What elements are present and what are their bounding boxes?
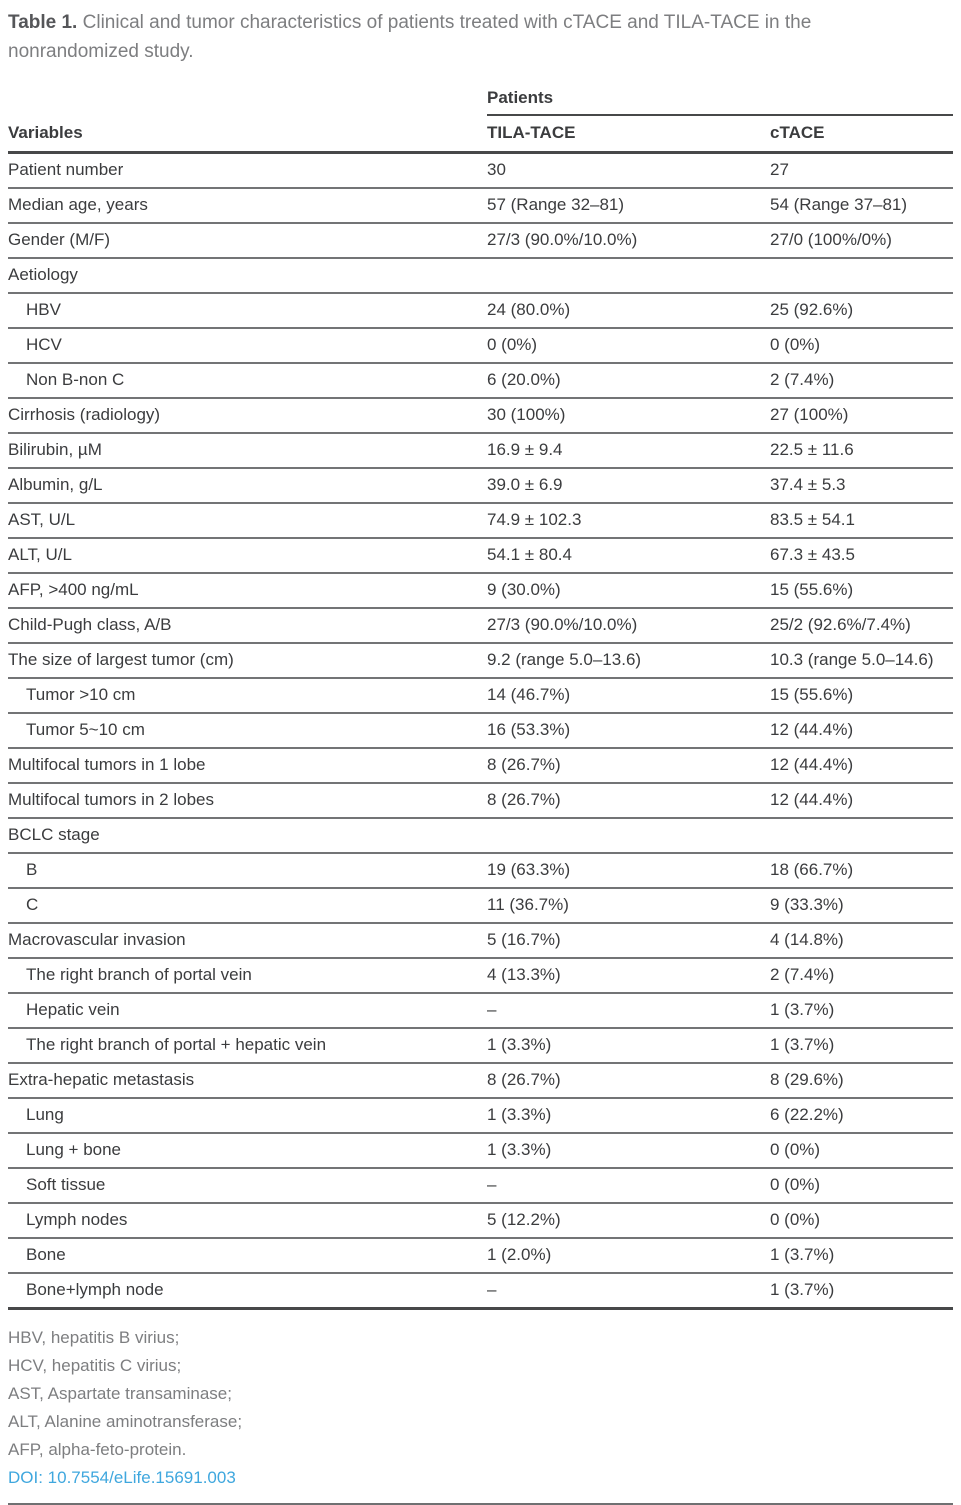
tila-tace-value: 9.2 (range 5.0–13.6) [487,643,770,678]
row-label: Extra-hepatic metastasis [8,1063,487,1098]
footnote-line: AFP, alpha-feto-protein. [8,1440,187,1459]
tila-tace-value: 30 [487,153,770,189]
table-row [8,538,953,573]
ctace-value: 83.5 ± 54.1 [770,503,953,538]
ctace-value [770,258,953,293]
footnote-line: ALT, Alanine aminotransferase; [8,1412,243,1431]
tila-tace-value: 39.0 ± 6.9 [487,468,770,503]
tila-tace-value: 9 (30.0%) [487,573,770,608]
tila-tace-value: 14 (46.7%) [487,678,770,713]
ctace-value: 9 (33.3%) [770,888,953,923]
row-label: Child-Pugh class, A/B [8,608,487,643]
table-row [8,293,953,328]
table-caption-text: Clinical and tumor characteristics of patients treated with cTACE and TILA-TACE in the nonrandomized study. [8,12,812,62]
ctace-value: 2 (7.4%) [770,363,953,398]
ctace-value: 1 (3.7%) [770,993,953,1028]
tila-tace-value: 4 (13.3%) [487,958,770,993]
footnote-line: AST, Aspartate transaminase; [8,1384,232,1403]
table-row [8,223,953,258]
table-row [8,853,953,888]
column-header-tila-tace: TILA-TACE [487,115,770,153]
row-label: Macrovascular invasion [8,923,487,958]
row-label: The size of largest tumor (cm) [8,643,487,678]
row-label: Tumor >10 cm [8,678,487,713]
footnote-line: HBV, hepatitis B virius; [8,1328,180,1347]
table-row [8,1273,953,1309]
row-label: HBV [8,293,487,328]
column-header-ctace: cTACE [770,115,953,153]
row-label: Hepatic vein [8,993,487,1028]
table-row [8,678,953,713]
tila-tace-value [487,258,770,293]
row-label: The right branch of portal vein [8,958,487,993]
column-header-row [8,115,953,153]
row-label: Gender (M/F) [8,223,487,258]
table-row [8,923,953,958]
clinical-characteristics-table [8,78,953,1310]
table-row [8,503,953,538]
group-header-spacer [8,78,487,115]
ctace-value [770,818,953,853]
ctace-value: 12 (44.4%) [770,748,953,783]
table-row [8,783,953,818]
ctace-value: 8 (29.6%) [770,1063,953,1098]
row-label: Lung + bone [8,1133,487,1168]
row-label: Median age, years [8,188,487,223]
tila-tace-value: 57 (Range 32–81) [487,188,770,223]
ctace-value: 1 (3.7%) [770,1238,953,1273]
footnotes [8,1324,953,1464]
ctace-value: 1 (3.7%) [770,1273,953,1309]
ctace-value: 0 (0%) [770,1168,953,1203]
row-label: BCLC stage [8,818,487,853]
tila-tace-value: 1 (2.0%) [487,1238,770,1273]
footnote-line: HCV, hepatitis C virius; [8,1356,182,1375]
table-row [8,888,953,923]
table-row [8,1028,953,1063]
table-row [8,1098,953,1133]
tila-tace-value: 27/3 (90.0%/10.0%) [487,608,770,643]
tila-tace-value: 54.1 ± 80.4 [487,538,770,573]
ctace-value: 25/2 (92.6%/7.4%) [770,608,953,643]
table-row [8,1203,953,1238]
tila-tace-value: 27/3 (90.0%/10.0%) [487,223,770,258]
table-row [8,363,953,398]
ctace-value: 0 (0%) [770,1203,953,1238]
row-label: HCV [8,328,487,363]
table-row [8,958,953,993]
ctace-value: 12 (44.4%) [770,713,953,748]
tila-tace-value: – [487,993,770,1028]
table-row [8,573,953,608]
tila-tace-value: – [487,1168,770,1203]
ctace-value: 1 (3.7%) [770,1028,953,1063]
table-row [8,258,953,293]
tila-tace-value: 24 (80.0%) [487,293,770,328]
tila-tace-value: 8 (26.7%) [487,1063,770,1098]
tila-tace-value: 16 (53.3%) [487,713,770,748]
tila-tace-value: 74.9 ± 102.3 [487,503,770,538]
ctace-value: 25 (92.6%) [770,293,953,328]
row-label: Multifocal tumors in 2 lobes [8,783,487,818]
table-row [8,1238,953,1273]
tila-tace-value: 19 (63.3%) [487,853,770,888]
row-label: C [8,888,487,923]
row-label: AFP, >400 ng/mL [8,573,487,608]
tila-tace-value: 5 (12.2%) [487,1203,770,1238]
ctace-value: 2 (7.4%) [770,958,953,993]
ctace-value: 27 [770,153,953,189]
ctace-value: 37.4 ± 5.3 [770,468,953,503]
table-row [8,748,953,783]
row-label: Tumor 5~10 cm [8,713,487,748]
table-row [8,713,953,748]
patients-group-header: Patients [487,78,953,115]
row-label: Aetiology [8,258,487,293]
tila-tace-value [487,818,770,853]
row-label: Non B-non C [8,363,487,398]
table-row [8,188,953,223]
ctace-value: 6 (22.2%) [770,1098,953,1133]
tila-tace-value: 1 (3.3%) [487,1028,770,1063]
ctace-value: 18 (66.7%) [770,853,953,888]
patients-group-header-row [8,78,953,115]
column-header-variables: Variables [8,115,487,153]
tila-tace-value: 5 (16.7%) [487,923,770,958]
tila-tace-value: 30 (100%) [487,398,770,433]
row-label: Bilirubin, µM [8,433,487,468]
tila-tace-value: 8 (26.7%) [487,783,770,818]
row-label: Cirrhosis (radiology) [8,398,487,433]
row-label: Soft tissue [8,1168,487,1203]
table-row [8,328,953,363]
ctace-value: 15 (55.6%) [770,573,953,608]
ctace-value: 15 (55.6%) [770,678,953,713]
ctace-value: 12 (44.4%) [770,783,953,818]
ctace-value: 10.3 (range 5.0–14.6) [770,643,953,678]
tila-tace-value: 16.9 ± 9.4 [487,433,770,468]
row-label: AST, U/L [8,503,487,538]
tila-tace-value: – [487,1273,770,1309]
table-row [8,153,953,189]
tila-tace-value: 8 (26.7%) [487,748,770,783]
row-label: Lung [8,1098,487,1133]
ctace-value: 67.3 ± 43.5 [770,538,953,573]
row-label: Bone+lymph node [8,1273,487,1309]
tila-tace-value: 11 (36.7%) [487,888,770,923]
ctace-value: 22.5 ± 11.6 [770,433,953,468]
tila-tace-value: 1 (3.3%) [487,1133,770,1168]
ctace-value: 0 (0%) [770,1133,953,1168]
table-label: Table 1. [8,12,78,33]
table-row [8,818,953,853]
table-row [8,1063,953,1098]
ctace-value: 0 (0%) [770,328,953,363]
table-row [8,433,953,468]
row-label: Lymph nodes [8,1203,487,1238]
ctace-value: 27 (100%) [770,398,953,433]
table-row [8,398,953,433]
tila-tace-value: 0 (0%) [487,328,770,363]
ctace-value: 4 (14.8%) [770,923,953,958]
table-row [8,1133,953,1168]
row-label: Multifocal tumors in 1 lobe [8,748,487,783]
ctace-value: 27/0 (100%/0%) [770,223,953,258]
table-row [8,468,953,503]
table-row [8,1168,953,1203]
tila-tace-value: 1 (3.3%) [487,1098,770,1133]
row-label: Bone [8,1238,487,1273]
tila-tace-value: 6 (20.0%) [487,363,770,398]
table-row [8,993,953,1028]
ctace-value: 54 (Range 37–81) [770,188,953,223]
table-caption [8,8,913,66]
row-label: The right branch of portal + hepatic vein [8,1028,487,1063]
row-label: Albumin, g/L [8,468,487,503]
row-label: B [8,853,487,888]
row-label: Patient number [8,153,487,189]
row-label: ALT, U/L [8,538,487,573]
table-row [8,643,953,678]
doi-link[interactable]: DOI: 10.7554/eLife.15691.003 [8,1468,236,1487]
table-row [8,608,953,643]
